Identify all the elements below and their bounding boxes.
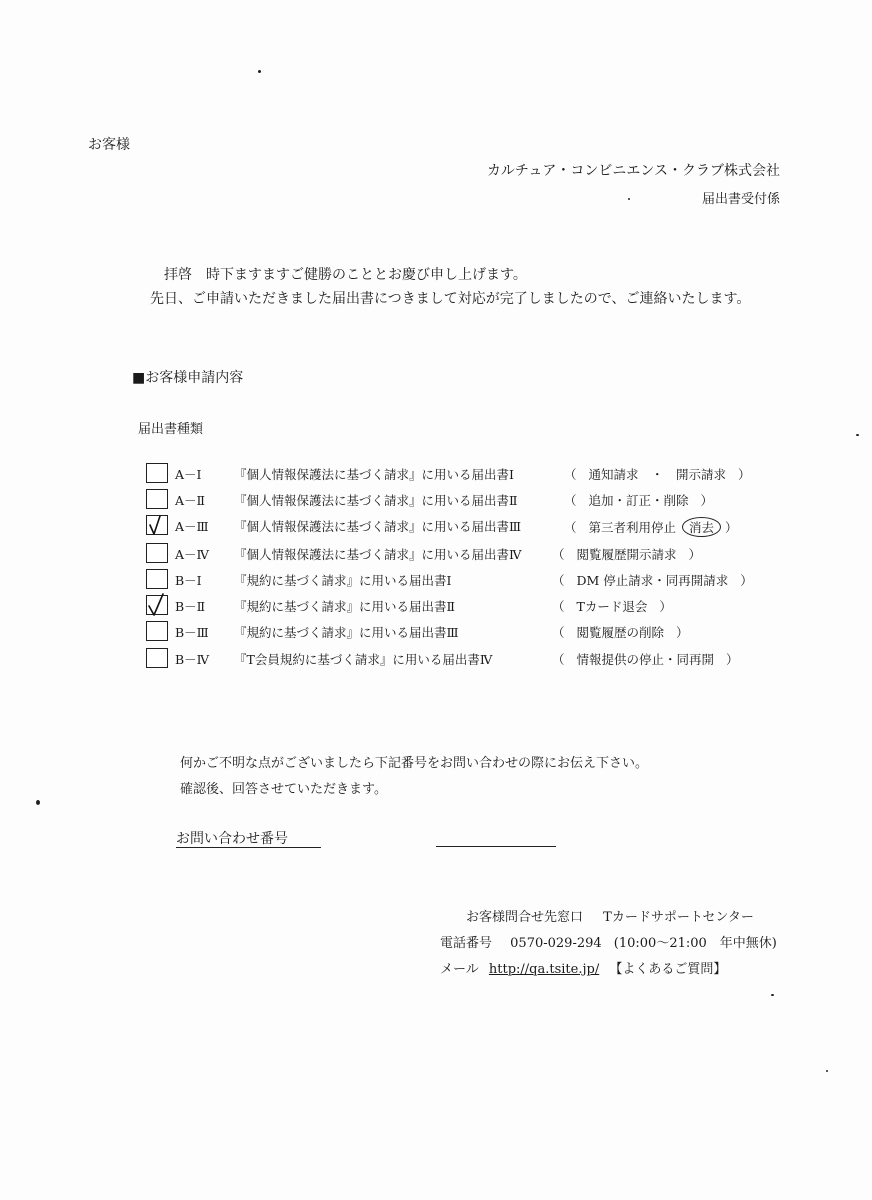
form-title: 『規約に基づく請求』に用いる届出書Ⅰ (234, 573, 452, 588)
inquiry-number-label: お問い合わせ番号 (176, 831, 288, 847)
contact-line-2 (440, 932, 777, 951)
detail-text: 閲覧履歴開示請求 (576, 547, 677, 562)
phone-hours: (10:00～21:00 年中無休) (613, 936, 777, 951)
checkbox[interactable] (146, 569, 168, 589)
detail-text: 通知請求 ・ 開示請求 (588, 467, 727, 482)
paren-open: （ (552, 625, 565, 640)
checkbox[interactable] (146, 648, 168, 668)
detail-text: 追加・訂正・削除 (588, 493, 689, 508)
paren-open: （ (552, 652, 565, 667)
phone-number: 0570-029-294 (510, 936, 602, 951)
scan-speck (36, 800, 40, 805)
paren-close: ） (676, 625, 689, 640)
form-detail (552, 623, 689, 641)
checkbox-checked[interactable] (146, 595, 168, 615)
detail-text: 情報提供の停止・同再開 (576, 652, 715, 667)
sender-company: カルチュア・コンビニエンス・クラブ株式会社 (486, 163, 780, 179)
form-detail (564, 465, 751, 483)
contact-window-label: お客様問合せ先窓口 (466, 910, 584, 925)
scan-speck (826, 1070, 828, 1072)
detail-text: DM 停止請求・同再開請求 (576, 573, 729, 588)
form-row (0, 568, 872, 592)
form-row (0, 620, 872, 644)
paren-open: （ (552, 599, 565, 614)
form-code: A－Ⅰ (175, 467, 202, 482)
form-detail (564, 517, 738, 537)
detail-text: 第三者利用停止 (588, 520, 677, 535)
form-type-label: 届出書種類 (138, 422, 204, 437)
form-row (0, 542, 872, 566)
greeting-line-2: 先日、ご申請いただきました届出書につきまして対応が完了しましたので、ご連絡いたします。 (150, 291, 751, 307)
scan-speck (771, 994, 774, 996)
form-detail (552, 597, 672, 615)
form-detail (552, 545, 701, 563)
form-title: 『個人情報保護法に基づく請求』に用いる届出書Ⅱ (234, 493, 518, 508)
paren-open: （ (552, 573, 565, 588)
paren-open: （ (564, 467, 577, 482)
paren-close: ） (700, 493, 714, 508)
faq-label: 【よくあるご質問】 (609, 962, 727, 977)
checkbox[interactable] (146, 621, 168, 641)
sender-department: 届出書受付係 (701, 192, 780, 207)
paren-open: （ (564, 493, 577, 508)
paren-open: （ (564, 520, 577, 535)
checkbox[interactable] (146, 489, 168, 509)
scan-speck (628, 198, 630, 200)
scan-speck (258, 70, 261, 73)
contact-line-3 (440, 958, 726, 977)
contact-line-1 (466, 906, 754, 925)
form-code: B－Ⅰ (175, 573, 202, 588)
salutation: お客様 (88, 137, 130, 153)
inquiry-line-2: 確認後、回答させていただきます。 (180, 782, 387, 797)
check-mark-icon (147, 592, 169, 618)
inquiry-number-underline (176, 847, 321, 848)
paren-close: ） (740, 573, 753, 588)
checkbox-checked[interactable] (146, 515, 168, 535)
form-title: 『規約に基づく請求』に用いる届出書Ⅱ (234, 599, 455, 614)
faq-link[interactable]: http://qa.tsite.jp/ (488, 962, 600, 977)
inquiry-number-underline-right (436, 846, 556, 847)
paren-close: ） (659, 599, 672, 614)
form-code: B－Ⅳ (175, 652, 210, 667)
form-title: 『個人情報保護法に基づく請求』に用いる届出書Ⅳ (234, 547, 522, 562)
form-row (0, 514, 872, 538)
detail-text: 閲覧履歴の削除 (576, 625, 665, 640)
form-title: 『個人情報保護法に基づく請求』に用いる届出書Ⅰ (234, 467, 514, 482)
form-row (0, 594, 872, 618)
form-detail (552, 571, 753, 589)
form-code: B－Ⅱ (175, 599, 206, 614)
contact-center-name: Tカードサポートセンター (603, 910, 754, 925)
mail-label: メール (440, 962, 479, 977)
checkbox[interactable] (146, 543, 168, 563)
form-code: A－Ⅳ (175, 547, 210, 562)
detail-text: Tカード退会 (576, 599, 648, 614)
form-row (0, 488, 872, 512)
greeting-line-1: 拝啓 時下ますますご健勝のこととお慶び申し上げます。 (164, 267, 527, 283)
form-detail (552, 650, 739, 668)
inquiry-line-1: 何かご不明な点がございましたら下記番号をお問い合わせの際にお伝え下さい。 (180, 756, 649, 771)
circled-option: 消去 (682, 517, 721, 537)
phone-label: 電話番号 (440, 936, 493, 951)
form-code: A－Ⅱ (175, 493, 206, 508)
form-title: 『T会員規約に基づく請求』に用いる届出書Ⅳ (234, 652, 493, 667)
section-heading: ■お客様申請内容 (132, 370, 244, 386)
form-row (0, 462, 872, 486)
form-title: 『個人情報保護法に基づく請求』に用いる届出書Ⅲ (234, 519, 522, 534)
paren-close: ） (738, 467, 751, 482)
checkbox[interactable] (146, 463, 168, 483)
form-code: B－Ⅲ (175, 625, 209, 640)
form-title: 『規約に基づく請求』に用いる届出書Ⅲ (234, 625, 459, 640)
paren-close: ） (688, 547, 702, 562)
paren-open: （ (552, 547, 565, 562)
scan-speck (856, 434, 859, 436)
form-code: A－Ⅲ (175, 519, 209, 534)
form-row (0, 647, 872, 671)
check-mark-icon (147, 512, 169, 538)
paren-close: ） (726, 652, 739, 667)
paren-close: ） (725, 520, 738, 535)
form-detail (564, 491, 713, 509)
